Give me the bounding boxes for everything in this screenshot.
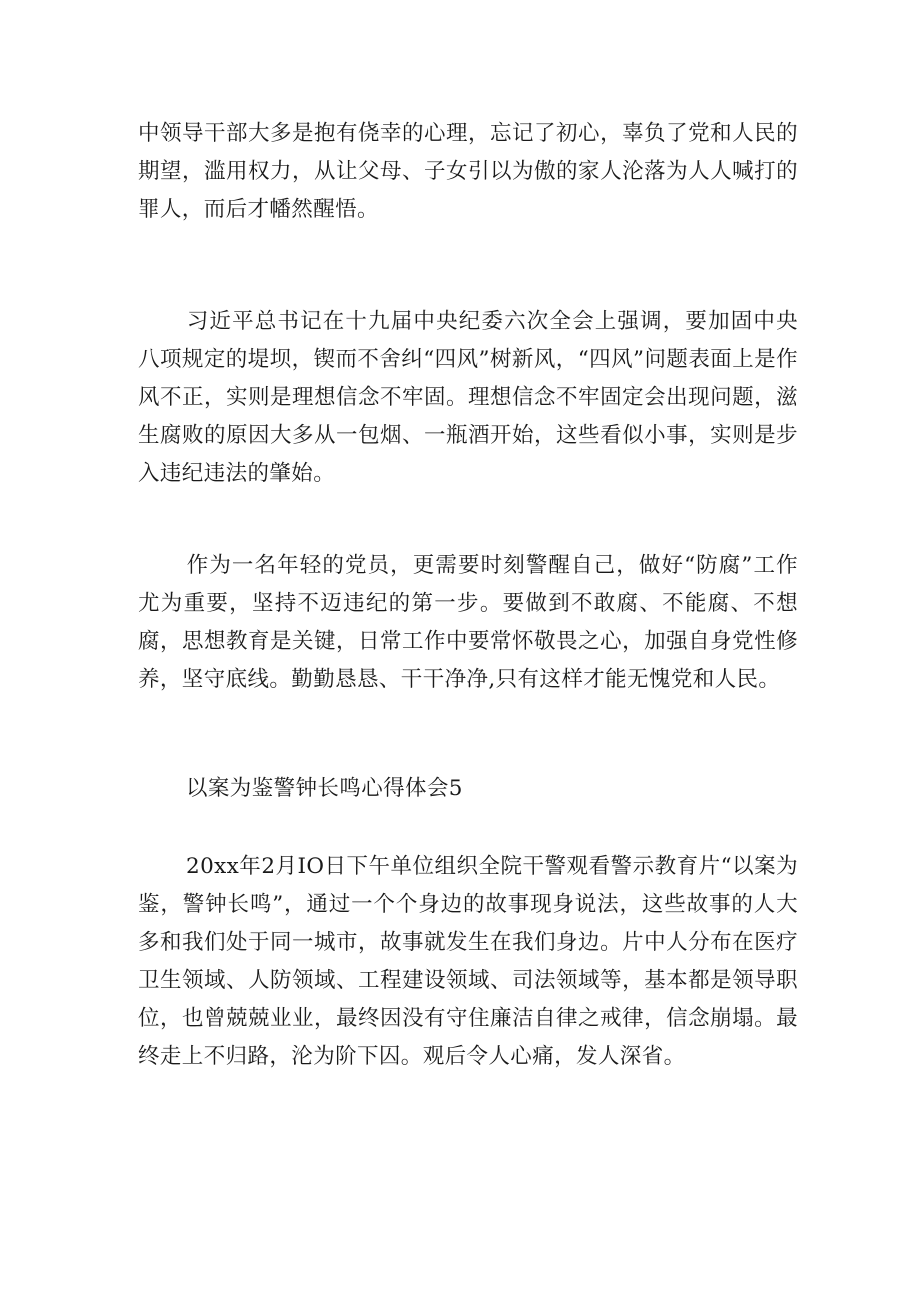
paragraph-text: 中领导干部大多是抱有侥幸的心理，忘记了初心，辜负了党和人民的期望，滥用权力，从让父母、子女引以为傲的家人沦落为人人喊打的罪人，而后才幡然醒悟。 xyxy=(138,121,798,222)
paragraph xyxy=(138,547,798,699)
paragraph xyxy=(138,848,798,1076)
paragraph-continuation xyxy=(138,115,798,229)
paragraph xyxy=(138,303,798,493)
paragraph-text: 20xx年2月IO日下午单位组织全院干警观看警示教育片“以案为鉴，警钟长鸣”，通过一个个身边的故事现身说法，这些故事的人大多和我们处于同一城市，故事就发生在我们身边。片中人分布在医疗卫生领域、人防领域、工程建设领域、司法领域等，基本都是领导职位，也曾兢兢业业，最终因没有守住廉洁自律之戒律，信念崩塌。最终走上不归路，沦为阶下囚。观后令人心痛，发人深省。 xyxy=(138,854,798,1069)
paragraph-text: 作为一名年轻的党员，更需要时刻警醒自己，做好“防腐”工作尤为重要，坚持不迈违纪的第一步。要做到不敢腐、不能腐、不想腐，思想教育是关键，日常工作中要常怀敬畏之心，加强自身党性修养，坚守底线。勤勤恳恳、干干净净,只有这样才能无愧党和人民。 xyxy=(138,553,798,692)
section-heading: 以案为鉴警钟长鸣心得体会5 xyxy=(186,776,463,801)
paragraph-text: 习近平总书记在十九届中央纪委六次全会上强调，要加固中央八项规定的堤坝，锲而不舍纠“四风”树新风，“四风”问题表面上是作风不正，实则是理想信念不牢固。理想信念不牢固定会出现问题，滋生腐败的原因大多从一包烟、一瓶酒开始，这些看似小事，实则是步入违纪违法的肇始。 xyxy=(138,309,798,486)
